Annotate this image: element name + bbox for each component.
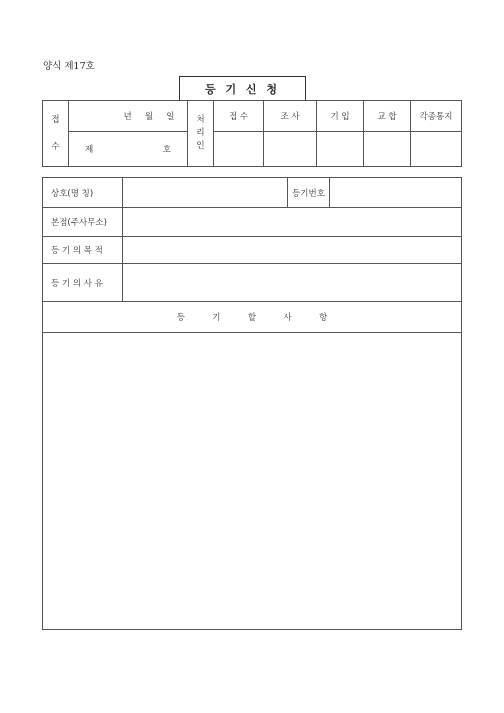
form-title: 등 기 신 청 bbox=[179, 76, 306, 100]
number-prefix: 제 bbox=[85, 145, 94, 155]
form-number: 양식 제17호 bbox=[43, 61, 95, 72]
stamp-notice[interactable] bbox=[411, 132, 462, 167]
day-label: 일 bbox=[166, 112, 175, 122]
registration-table bbox=[42, 177, 462, 630]
process-col-notice: 각종통지 bbox=[411, 101, 462, 132]
stamp-investigation[interactable] bbox=[264, 132, 317, 167]
reception-label: 접 수 bbox=[43, 101, 69, 167]
reg-number-field[interactable] bbox=[330, 178, 462, 208]
reception-date-cell[interactable] bbox=[69, 101, 188, 132]
processor-label: 처 리 인 bbox=[188, 101, 214, 167]
matters-field[interactable] bbox=[43, 333, 462, 630]
purpose-field[interactable] bbox=[123, 237, 462, 264]
trade-name-label: 상호(명 칭) bbox=[43, 178, 123, 208]
matters-header: 등 기 할 사 항 bbox=[43, 302, 462, 333]
reason-label: 등 기 의 사 유 bbox=[43, 264, 123, 302]
trade-name-field[interactable] bbox=[123, 178, 288, 208]
stamp-verification[interactable] bbox=[364, 132, 411, 167]
reason-field[interactable] bbox=[123, 264, 462, 302]
stamp-receipt[interactable] bbox=[214, 132, 264, 167]
process-col-verification: 교 합 bbox=[364, 101, 411, 132]
reception-number-cell[interactable] bbox=[69, 132, 188, 167]
reg-number-label: 등기번호 bbox=[288, 178, 330, 208]
reception-table bbox=[42, 100, 462, 167]
process-col-entry: 기 입 bbox=[317, 101, 364, 132]
head-office-label: 본점(주사무소) bbox=[43, 208, 123, 237]
number-suffix: 호 bbox=[162, 145, 171, 155]
process-col-investigation: 조 사 bbox=[264, 101, 317, 132]
purpose-label: 등 기 의 목 적 bbox=[43, 237, 123, 264]
head-office-field[interactable] bbox=[123, 208, 462, 237]
process-col-receipt: 접 수 bbox=[214, 101, 264, 132]
month-label: 월 bbox=[144, 112, 154, 122]
year-label: 년 bbox=[123, 112, 132, 122]
stamp-entry[interactable] bbox=[317, 132, 364, 167]
